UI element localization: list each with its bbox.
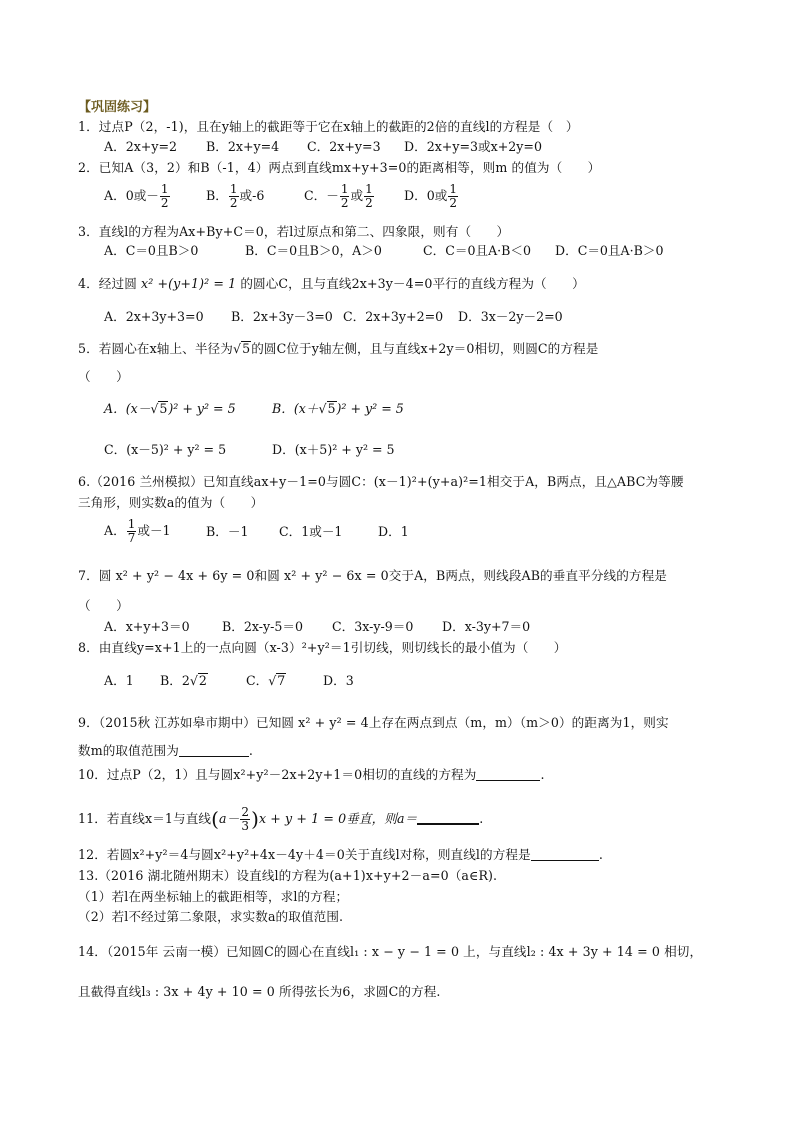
q10-answer-blank[interactable] <box>476 768 540 781</box>
q8-option-d: D．3 <box>323 673 354 688</box>
q3-option-c: C．C＝0且A·B＜0 <box>423 243 532 258</box>
q13-part2: （2）若l不经过第二象限，求实数a的取值范围. <box>78 909 344 924</box>
q3-option-a: A．C＝0且B＞0 <box>104 243 199 258</box>
q3-option-d: D．C＝0且A·B＞0 <box>555 243 664 258</box>
q9-answer-blank[interactable] <box>179 744 249 757</box>
q8-stem: 8．由直线y=x+1上的一点向圆（x-3）²+y²＝1引切线，则切线长的最小值为（ ） <box>78 640 567 655</box>
q7-paren: （ ） <box>78 598 129 613</box>
q10-stem: 10．过点P（2，1）且与圆x²+y²－2x+2y+1＝0相切的直线的方程为 . <box>78 767 545 782</box>
q2-option-c: C．－ $\frac{1}{2}$ 或 $\frac{1}{2}$ <box>304 182 373 210</box>
q11-stem: 11．若直线x＝1与直线(a－ $\frac{2}{3}$ )x + y + 1 = 0垂直，则a＝ . <box>78 805 484 833</box>
q11-answer-blank[interactable] <box>417 811 479 825</box>
q7-stem: 7．圆 x² + y² − 4x + 6y = 0和圆 x² + y² − 6x = 0交于A，B两点，则线段AB的垂直平分线的方程是 <box>78 568 667 583</box>
q2-stem: 2．已知A（3，2）和B（-1，4）两点到直线mx+y+3=0的距离相等，则m 的值为（ ） <box>78 160 601 175</box>
q14-stem-line1: 14．（2015年 云南一模）已知圆C的圆心在直线l₁ : x − y − 1 = 0 上，与直线l₂ : 4x + 3y + 14 = 0 相切， <box>78 944 703 959</box>
q1-option-b: B．2x+y=4 <box>206 139 280 154</box>
q1-stem: 1．过点P（2，-1)，且在y轴上的截距等于它在x轴上的截距的2倍的直线l的方程是（ ） <box>78 119 579 134</box>
q4-option-d: D．3x－2y－2=0 <box>458 309 563 324</box>
q4-option-c: C．2x+3y+2=0 <box>343 309 444 324</box>
q12-stem: 12．若圆x²+y²＝4与圆x²+y²+4x－4y＋4＝0关于直线l对称，则直线l的方程是 . <box>78 847 603 862</box>
q2-option-d: D．0或 $\frac{1}{2}$ <box>404 182 457 210</box>
q9-stem-line2: 数m的取值范围为 . <box>78 743 254 758</box>
q9-stem-line1: 9．（2015秋 江苏如皋市期中）已知圆 x² + y² = 4上存在两点到点（m，m）（m＞0）的距离为1，则实 <box>78 715 669 730</box>
q4-option-a: A．2x+3y+3=0 <box>104 309 204 324</box>
q6-option-a: A． $\frac{1}{7}$ 或－1 <box>104 517 171 545</box>
q2-option-a: A．0或－ $\frac{1}{2}$ <box>104 182 169 210</box>
q6-stem-line1: 6.（2016 兰州模拟）已知直线ax+y－1=0与圆C：(x－1)²+(y+a)²=1相交于A，B两点，且△ABC为等腰 <box>78 474 684 489</box>
q6-option-c: C．1或－1 <box>279 524 343 539</box>
q3-option-b: B．C＝0且B＞0，A＞0 <box>245 243 382 258</box>
q5-option-c: C．(x－5)² + y² = 5 <box>104 442 227 457</box>
section-header: 【巩固练习】 <box>78 100 157 115</box>
q1-option-c: C．2x+y=3 <box>307 139 381 154</box>
q6-stem-line2: 三角形，则实数a的值为（ ） <box>78 495 264 510</box>
q6-option-d: D．1 <box>378 524 409 539</box>
q5-stem: 5．若圆心在x轴上、半径为√5的圆C位于y轴左侧，且与直线x+2y＝0相切，则圆C的方程是 <box>78 341 599 356</box>
q4-stem: 4．经过圆 x² +(y+1)² = 1 的圆心C，且与直线2x+3y－4=0平行的直线方程为（ ） <box>78 276 585 291</box>
q5-option-a: A．(x－√5)² + y² = 5 <box>104 401 236 416</box>
q13-stem: 13.（2016 湖北随州期末）设直线l的方程为(a+1)x+y+2－a=0（a∈R). <box>78 868 498 883</box>
q2-option-b: B． $\frac{1}{2}$ 或-6 <box>206 182 265 210</box>
q12-answer-blank[interactable] <box>531 848 599 861</box>
q5-option-d: D．(x＋5)² + y² = 5 <box>272 442 395 457</box>
q4-option-b: B．2x+3y－3=0 <box>231 309 333 324</box>
q14-stem-line2: 且截得直线l₃ : 3x + 4y + 10 = 0 所得弦长为6，求圆C的方程. <box>78 984 441 999</box>
q1-option-d: D．2x+y=3或x+2y=0 <box>404 139 542 154</box>
q8-option-a: A．1 <box>104 673 134 688</box>
q5-option-b: B．(x＋√5)² + y² = 5 <box>272 401 404 416</box>
q7-option-a: A．x+y+3＝0 <box>104 619 190 634</box>
q1-option-a: A．2x+y=2 <box>104 139 178 154</box>
q8-option-c: C．√7 <box>246 673 286 688</box>
q8-option-b: B．2√2 <box>160 673 207 688</box>
q7-option-b: B．2x-y-5＝0 <box>222 619 303 634</box>
q7-option-c: C．3x-y-9＝0 <box>332 619 414 634</box>
q7-option-d: D．x-3y+7＝0 <box>442 619 531 634</box>
q5-paren: （ ） <box>78 369 129 384</box>
q13-part1: （1）若l在两坐标轴上的截距相等，求l的方程； <box>78 889 349 904</box>
q3-stem: 3．直线l的方程为Ax+By+C＝0，若l过原点和第二、四象限，则有（ ） <box>78 224 510 239</box>
q6-option-b: B．－1 <box>206 524 249 539</box>
